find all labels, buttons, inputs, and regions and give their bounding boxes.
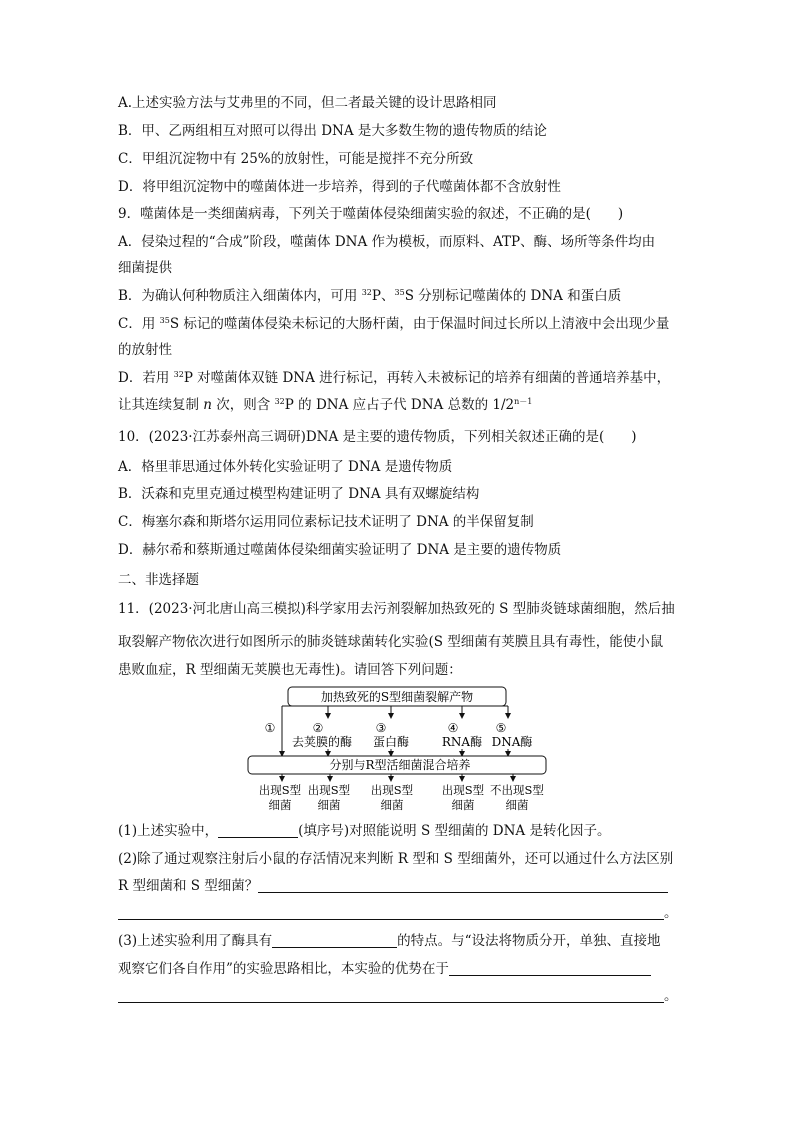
branch-2-result: 出现S型	[307, 783, 351, 797]
branch-3-enzyme: 蛋白酶	[372, 735, 410, 749]
branch-4-enzyme: RNA酶	[441, 735, 483, 749]
q9-option-c: C．用 $^{35}$S 标记的噬菌体侵染未标记的大肠杆菌，由于保温时间过长所以上清液中会出现少量	[118, 316, 670, 332]
q9-stem: 9．噬菌体是一类细菌病毒，下列关于噬菌体侵染细菌实验的叙述，不正确的是( )	[118, 206, 624, 222]
q11-part-3-line: 。	[118, 987, 678, 1005]
branch-3-number: ③	[375, 721, 387, 735]
q11-stem-1: 11．(2023·河北唐山高三模拟)科学家用去污剂裂解加热致死的 S 型肺炎链球菌细胞，然后抽	[118, 601, 675, 617]
q11-stem-3: 患败血症，R 型细菌无荚膜也无毒性)。请回答下列问题：	[118, 662, 462, 678]
answer-blank-1[interactable]	[218, 823, 298, 838]
branch-5-result: 不出现S型	[490, 783, 544, 797]
q9-option-b: B．为确认何种物质注入细菌体内，可用 $^{32}$P、$^{35}$S 分别标记噬菌体的 DNA 和蛋白质	[118, 288, 622, 304]
branch-3-result-2: 细菌	[380, 798, 404, 812]
q10-option-b: B．沃森和克里克通过模型构建证明了 DNA 具有双螺旋结构	[118, 486, 480, 502]
q11-part-2-line: 。	[118, 904, 678, 922]
q8-option-d: D．将甲组沉淀物中的噬菌体进一步培养，得到的子代噬菌体都不含放射性	[118, 179, 561, 195]
section-heading: 二、非选择题	[118, 572, 199, 588]
branch-1-result-2: 细菌	[268, 798, 292, 812]
q9-option-d: D．若用 $^{32}$P 对噬菌体双链 DNA 进行标记，再转入未被标记的培养有细菌的普通培养基中，	[118, 370, 671, 386]
answer-blank-4b[interactable]	[118, 988, 664, 1003]
branch-5-enzyme: DNA酶	[491, 735, 533, 749]
q9-option-a-cont: 细菌提供	[118, 260, 172, 276]
q8-option-b: B．甲、乙两组相互对照可以得出 DNA 是大多数生物的遗传物质的结论	[118, 123, 547, 139]
branch-2-number: ②	[312, 721, 324, 735]
q8-option-c: C．甲组沉淀物中有 25%的放射性，可能是搅拌不充分所致	[118, 151, 474, 167]
q10-stem: 10．(2023·江苏泰州高三调研)DNA 是主要的遗传物质，下列相关叙述正确的是( )	[118, 429, 637, 445]
q9-option-c-cont: 的放射性	[118, 342, 172, 358]
q9-option-a: A．侵染过程的“合成”阶段，噬菌体 DNA 作为模板，而原料、ATP、酶、场所等条件均由	[118, 234, 656, 250]
q11-part-3-cont: 观察它们各自作用”的实验思路相比，本实验的优势在于	[118, 960, 651, 978]
branch-2-result-2: 细菌	[317, 798, 341, 812]
branch-1-result: 出现S型	[258, 783, 302, 797]
answer-blank-2b[interactable]	[118, 905, 664, 920]
branch-5-result-2: 细菌	[505, 798, 529, 812]
q9-option-d-cont: 让其连续复制 n 次，则含 $^{32}$P 的 DNA 应占子代 DNA 总数的 $1/2^{n-1}$	[118, 397, 533, 413]
diagram-mid-box-label: 分别与R型活细菌混合培养	[329, 758, 471, 772]
q11-part-3: (3)上述实验利用了酶具有 的特点。与“设法将物质分开，单独、直接地	[118, 933, 661, 949]
q11-part-2: (2)除了通过观察注射后小鼠的存活情况来判断 R 型和 S 型细菌外，还可以通过什么方法区别	[118, 851, 674, 867]
branch-3-result: 出现S型	[370, 783, 414, 797]
answer-blank-4[interactable]	[449, 961, 651, 976]
answer-blank-2[interactable]	[258, 878, 668, 893]
branch-1-number: ①	[264, 721, 276, 735]
q10-option-a: A．格里菲思通过体外转化实验证明了 DNA 是遗传物质	[118, 459, 453, 475]
branch-4-number: ④	[447, 721, 459, 735]
diagram-top-box-label: 加热致死的S型细菌裂解产物	[320, 690, 474, 704]
branch-2-enzyme: 去荚膜的酶	[291, 735, 353, 749]
q8-option-a: A.上述实验方法与艾弗里的不同，但二者最关键的设计思路相同	[118, 95, 497, 111]
q11-stem-2: 取裂解产物依次进行如图所示的肺炎链球菌转化实验(S 型细菌有荚膜且具有毒性，能使小鼠	[118, 634, 664, 650]
q10-option-d: D．赫尔希和蔡斯通过噬菌体侵染细菌实验证明了 DNA 是主要的遗传物质	[118, 542, 562, 558]
branch-5-number: ⑤	[495, 721, 507, 735]
branch-4-result-2: 细菌	[451, 798, 475, 812]
q11-part-1: (1)上述实验中， (填序号)对照能说明 S 型细菌的 DNA 是转化因子。	[118, 823, 611, 839]
answer-blank-3[interactable]	[272, 933, 397, 948]
q11-part-2-cont: R 型细菌和 S 型细菌？	[118, 877, 668, 895]
experiment-diagram	[0, 684, 794, 814]
q10-option-c: C．梅塞尔森和斯塔尔运用同位素标记技术证明了 DNA 的半保留复制	[118, 514, 534, 530]
branch-4-result: 出现S型	[441, 783, 485, 797]
